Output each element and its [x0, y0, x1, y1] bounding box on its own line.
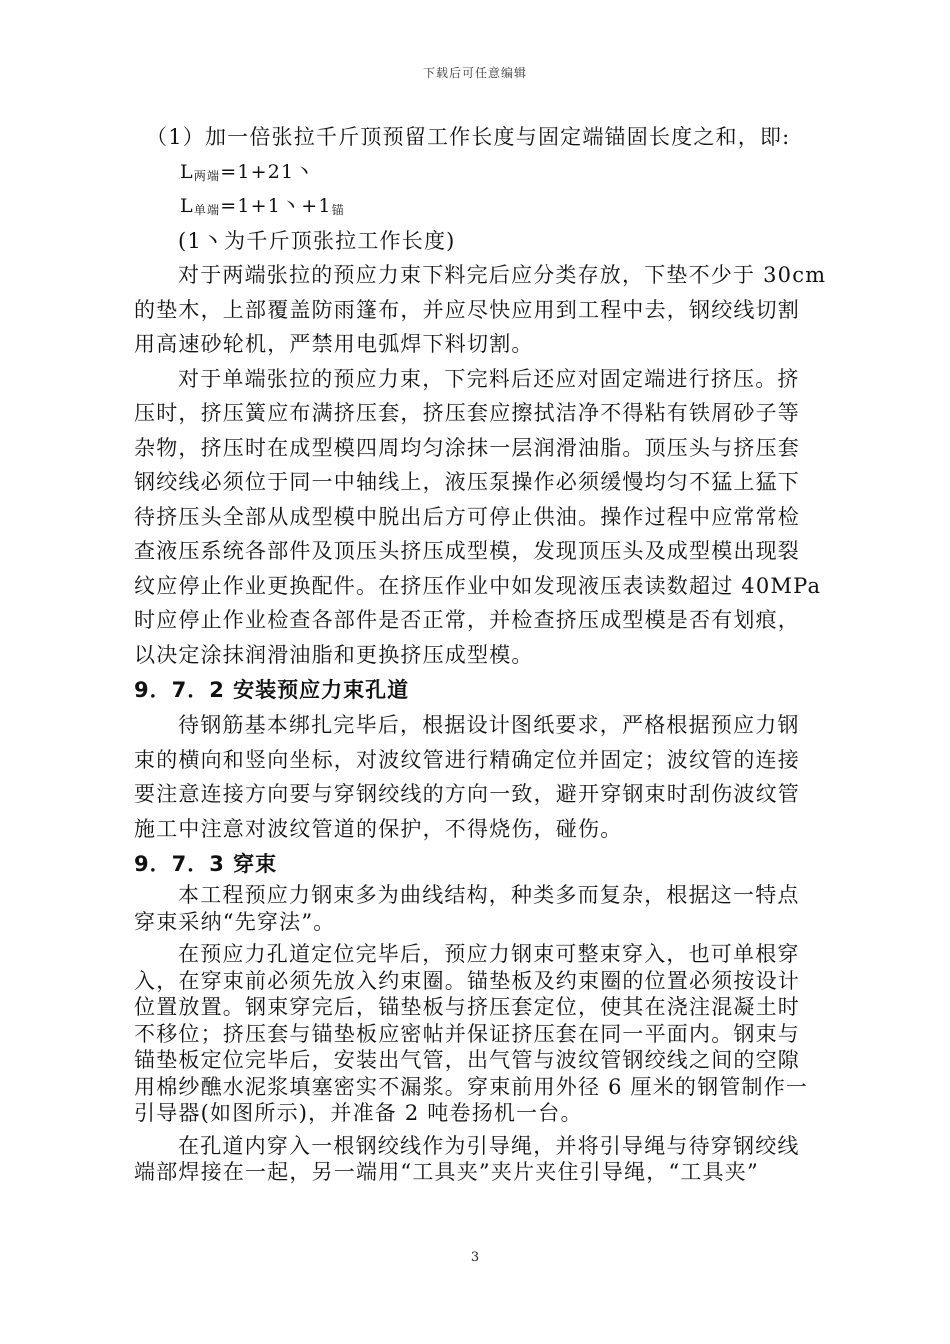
paragraph-line: 位置放置。钢束穿完后，锚垫板与挤压套定位，使其在浇注混凝土时 [134, 995, 800, 1019]
formula-var: L [180, 160, 194, 183]
paragraph-line: 要注意连接方向要与穿钢绞线的方向一致，避开穿钢束时刮伤波纹管 [134, 782, 800, 806]
paragraph-line: 引导器(如图所示)，并准备 2 吨卷扬机一台。 [134, 1101, 583, 1125]
page-header: 下载后可任意编辑 [422, 66, 527, 80]
paragraph-line: 查液压系统各部件及顶压头挤压成型模，发现顶压头及成型模出现裂 [134, 539, 800, 563]
item-1-text: （1）加一倍张拉千斤顶预留工作长度与固定端锚固长度之和，即: [146, 125, 791, 149]
paragraph-line: 锚垫板定位完毕后，安装出气管，出气管与波纹管钢绞线之间的空隙 [134, 1048, 800, 1072]
paragraph-line: 在孔道内穿入一根钢绞线作为引导绳，并将引导绳与待穿钢绞线 [178, 1133, 800, 1158]
formula-subscript-anchor: 锚 [331, 203, 345, 217]
paragraph-single-end-tension [134, 362, 856, 673]
document-body [134, 120, 856, 1186]
paragraph-line: 待钢筋基本绑扎完毕后，根据设计图纸要求，严格根据预应力钢 [178, 713, 800, 737]
paragraph-line: 施工中注意对波纹管道的保护，不得烧伤，碰伤。 [134, 816, 623, 841]
section-heading-9-7-3: 9．7．3 穿束 [134, 852, 278, 876]
page-number: 3 [470, 1250, 480, 1265]
paragraph-line: 纹应停止作业更换配件。在挤压作业中如发现液压表读数超过 40MPa [134, 573, 822, 598]
paragraph-line: 时应停止作业检查各部件是否正常，并检查挤压成型模是否有划痕， [134, 608, 800, 632]
paragraph-line: 杂物，挤压时在成型模四周均匀涂抹一层润滑油脂。顶压头与挤压套 [134, 435, 800, 460]
paragraph-line: 在预应力孔道定位完毕后，预应力钢束可整束穿入，也可单根穿 [178, 942, 800, 966]
paragraph-line: 以决定涂抹润滑油脂和更换挤压成型模。 [134, 642, 534, 667]
section-heading-9-7-2: 9．7．2 安装预应力束孔道 [134, 678, 410, 702]
section-threading-body [134, 882, 856, 1186]
paragraph-line: 对于单端张拉的预应力束，下完料后还应对固定端进行挤压。挤 [178, 366, 800, 391]
paragraph-line: 不移位；挤压套与锚垫板应密帖并保证挤压套在同一平面内。钢束与 [134, 1021, 800, 1046]
paragraph-line: 的垫木，上部覆盖防雨篷布，并应尽快应用到工程中去，钢绞线切割 [134, 297, 800, 322]
paragraph-line: 待挤压头全部从成型模中脱出后方可停止供油。操作过程中应常常检 [134, 504, 800, 529]
paragraph-line: 本工程预应力钢束多为曲线结构，种类多而复杂，根据这一特点 [178, 883, 800, 907]
paragraph-line: 压时，挤压簧应布满挤压套，挤压套应擦拭洁净不得粘有铁屑砂子等 [134, 401, 800, 425]
formula-subscript: 单端 [193, 203, 221, 217]
formula-var: L [180, 195, 194, 217]
paragraph-threading-procedure [134, 941, 856, 1127]
formula-single-end [134, 189, 856, 224]
formula-expression: =1+21丶 [220, 160, 315, 183]
paragraph-line: 用棉纱醮水泥浆填塞密实不漏浆。穿束前用外径 6 厘米的钢管制作一 [134, 1074, 809, 1099]
formula-subscript: 两端 [193, 168, 221, 183]
paragraph-threading-method [134, 882, 856, 935]
paragraph-line: 穿束采纳“先穿法”。 [134, 909, 336, 934]
paragraph-line: 入，在穿束前必须先放入约束圈。锚垫板及约束圈的位置必须按设计 [134, 968, 800, 993]
formula-expression: =1+1丶+1 [220, 195, 332, 217]
paragraph-line: 端部焊接在一起，另一端用“工具夹”夹片夹住引导绳，“工具夹” [134, 1160, 759, 1184]
formula-note: (1丶为千斤顶张拉工作长度) [178, 228, 456, 253]
paragraph-duct-installation [134, 708, 856, 846]
paragraph-line: 钢绞线必须位于同一中轴线上，液压泵操作必须缓慢均匀不猛上猛下 [134, 470, 800, 494]
paragraph-two-end-tension [134, 258, 856, 362]
paragraph-line: 对于两端张拉的预应力束下料完后应分类存放，下垫不少于 30cm [178, 263, 827, 287]
paragraph-guide-rope [134, 1133, 856, 1186]
paragraph-line: 用高速砂轮机，严禁用电弧焊下料切割。 [134, 332, 534, 356]
formula-two-end [134, 155, 856, 190]
paragraph-line: 束的横向和竖向坐标，对波纹管进行精确定位并固定；波纹管的连接 [134, 747, 800, 772]
